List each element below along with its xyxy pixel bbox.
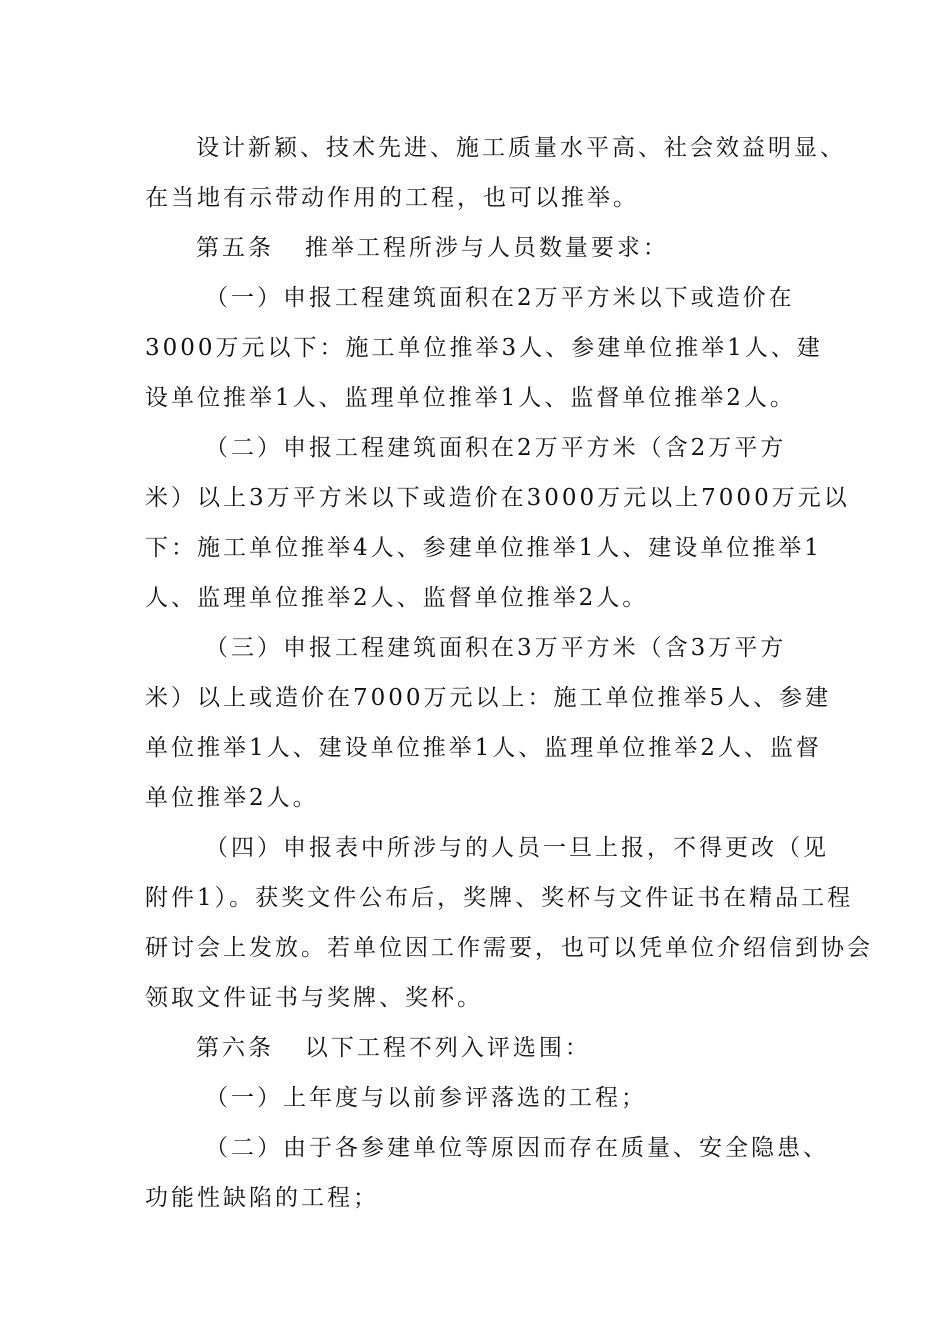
paragraph-line: 设计新颖、技术先进、施工质量水平高、社会效益明显、 xyxy=(196,135,846,161)
list-item-line: 研讨会上发放。若单位因工作需要，也可以凭单位介绍信到协会 xyxy=(145,935,873,961)
list-item-line: （三）申报工程建筑面积在3万平方米（含3万平方 xyxy=(205,635,787,661)
list-item-line: 米）以上或造价在7000万元以上：施工单位推举5人、参建 xyxy=(145,685,832,711)
list-item-line: 设单位推举1人、监理单位推举1人、监督单位推举2人。 xyxy=(145,385,796,411)
list-item-line: （一）上年度与以前参评落选的工程； xyxy=(205,1085,647,1111)
list-item-line: 米）以上3万平方米以下或造价在3000万元以上7000万元以 xyxy=(145,485,850,511)
list-item-line: 附件1）。获奖文件公布后，奖牌、奖杯与文件证书在精品工程 xyxy=(145,885,854,911)
list-item-line: 人、监理单位推举2人、监督单位推举2人。 xyxy=(145,585,649,611)
list-item-line: （四）申报表中所涉与的人员一旦上报，不得更改（见 xyxy=(205,835,829,861)
article-heading: 第六条 以下工程不列入评选围： xyxy=(196,1035,591,1061)
list-item-line: （二）申报工程建筑面积在2万平方米（含2万平方 xyxy=(205,435,787,461)
list-item-line: 3000万元以下：施工单位推举3人、参建单位推举1人、建 xyxy=(145,335,823,361)
list-item-line: 领取文件证书与奖牌、奖杯。 xyxy=(145,985,483,1011)
list-item-line: 单位推举1人、建设单位推举1人、监理单位推举2人、监督 xyxy=(145,735,822,761)
list-item-line: 功能性缺陷的工程； xyxy=(145,1185,379,1211)
list-item-line: （二）由于各参建单位等原因而存在质量、安全隐患、 xyxy=(205,1135,829,1161)
article-heading: 第五条 推举工程所涉与人员数量要求： xyxy=(196,235,669,261)
paragraph-line: 在当地有示带动作用的工程，也可以推举。 xyxy=(145,185,639,211)
list-item-line: 下：施工单位推举4人、参建单位推举1人、建设单位推举1 xyxy=(145,535,822,561)
list-item-line: 单位推举2人。 xyxy=(145,785,319,811)
list-item-line: （一）申报工程建筑面积在2万平方米以下或造价在 xyxy=(205,285,795,311)
